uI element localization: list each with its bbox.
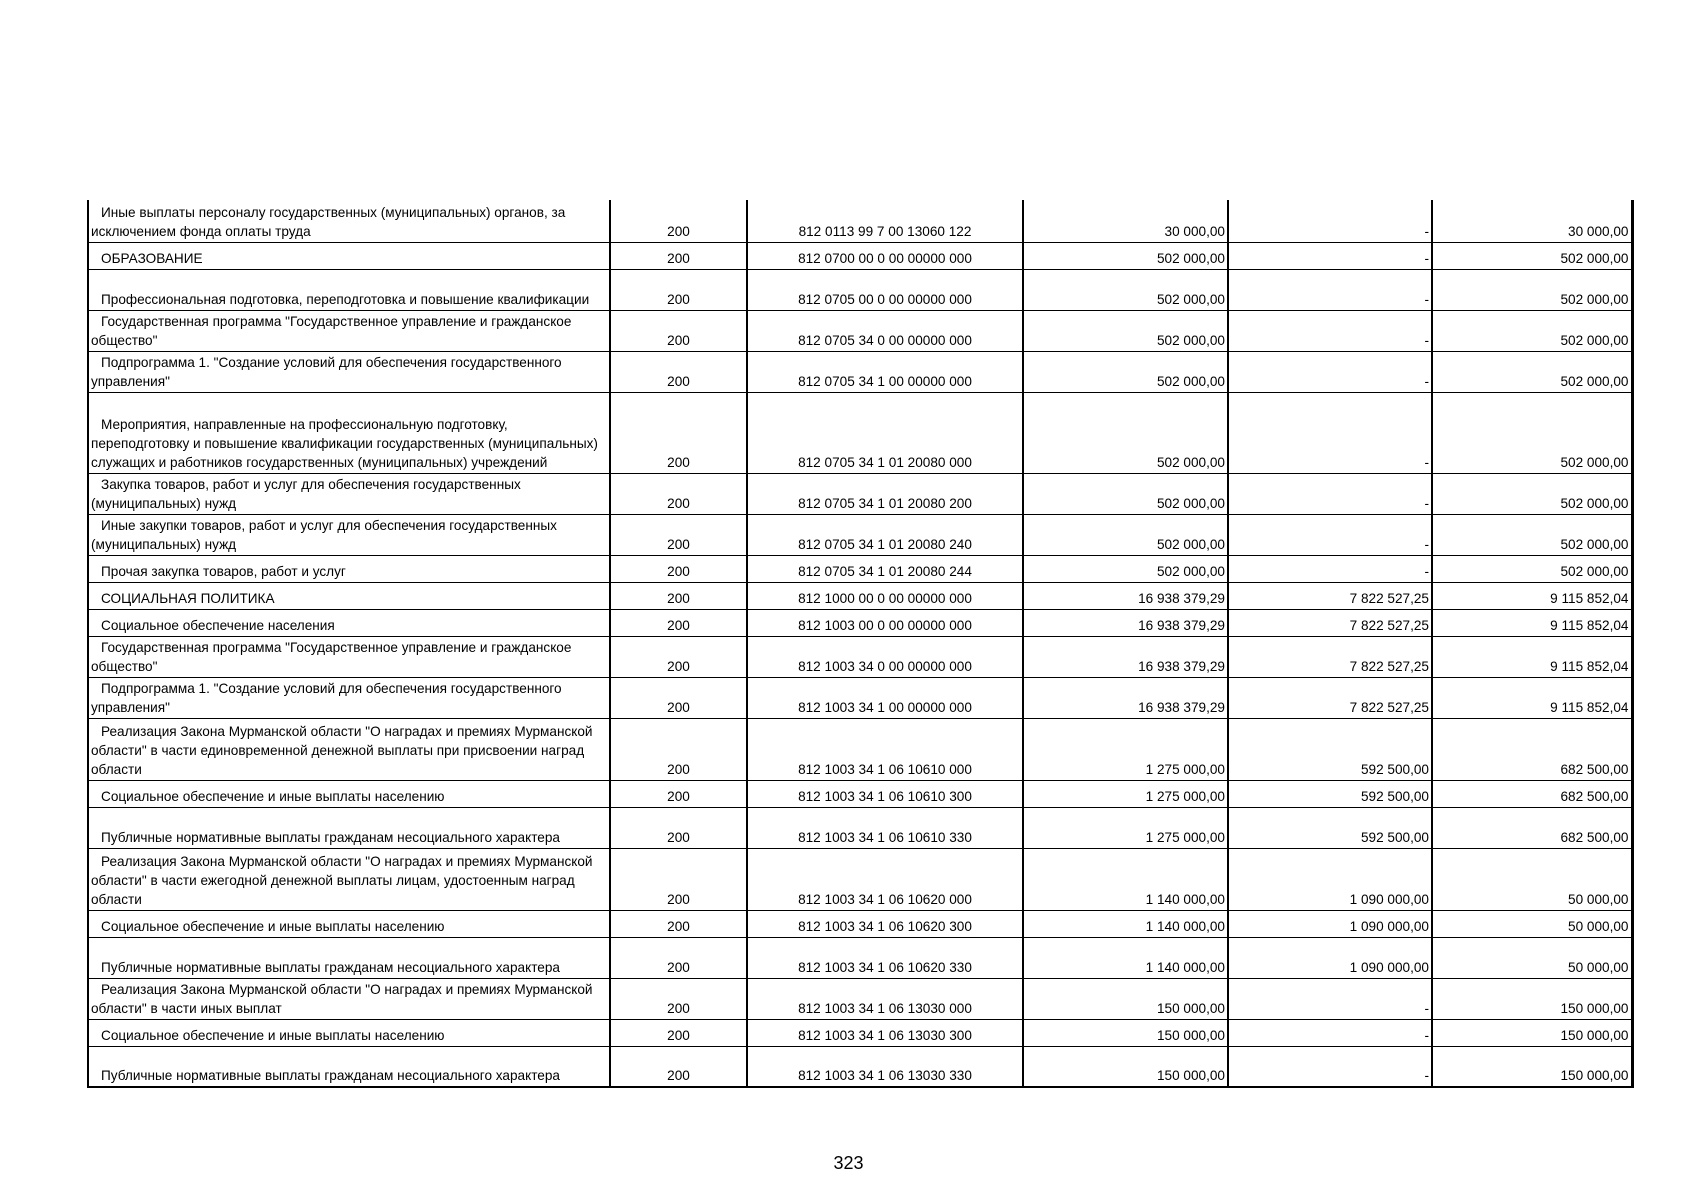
row-approved: 16 938 379,29 [1023,636,1228,677]
row-name [88,636,610,677]
row-kbk: 812 1003 34 1 06 10610 330 [747,807,1023,848]
row-kbk: 812 1003 34 0 00 00000 000 [747,636,1023,677]
row-approved: 150 000,00 [1023,1046,1228,1087]
page-number: 323 [833,1153,864,1173]
budget-table [87,200,1634,1088]
row-remaining: 50 000,00 [1432,937,1632,978]
row-kbk: 812 1000 00 0 00 00000 000 [747,582,1023,609]
table-row [88,473,1632,514]
row-remaining: 682 500,00 [1432,807,1632,848]
row-name [88,910,610,937]
row-name-text: Подпрограмма 1. "Создание условий для обеспечения государственного управления" [91,680,562,715]
row-remaining: 30 000,00 [1432,200,1632,242]
row-executed: 7 822 527,25 [1228,636,1432,677]
row-name [88,582,610,609]
row-approved: 1 275 000,00 [1023,780,1228,807]
row-remaining: 502 000,00 [1432,392,1632,473]
row-code: 200 [610,242,747,269]
row-name-text: Профессиональная подготовка, переподготовка и повышение квалификации [101,291,590,307]
row-remaining: 502 000,00 [1432,514,1632,555]
row-executed: 1 090 000,00 [1228,937,1432,978]
row-remaining: 502 000,00 [1432,242,1632,269]
row-code: 200 [610,937,747,978]
row-kbk: 812 0700 00 0 00 00000 000 [747,242,1023,269]
row-approved: 16 938 379,29 [1023,677,1228,718]
row-executed: 592 500,00 [1228,718,1432,780]
row-name [88,780,610,807]
row-executed: 1 090 000,00 [1228,910,1432,937]
row-name-text: Закупка товаров, работ и услуг для обеспечения государственных (муниципальных) нужд [91,476,521,511]
row-kbk: 812 0705 34 1 00 00000 000 [747,351,1023,392]
row-code: 200 [610,200,747,242]
row-approved: 502 000,00 [1023,269,1228,310]
table-row [88,978,1632,1019]
row-executed: - [1228,978,1432,1019]
row-kbk: 812 1003 34 1 06 10610 000 [747,718,1023,780]
row-name [88,473,610,514]
row-remaining: 502 000,00 [1432,269,1632,310]
row-executed: - [1228,1046,1432,1087]
row-name [88,609,610,636]
row-executed: - [1228,555,1432,582]
row-approved: 502 000,00 [1023,514,1228,555]
row-code: 200 [610,473,747,514]
row-remaining: 9 115 852,04 [1432,609,1632,636]
table-row [88,718,1632,780]
row-executed: - [1228,514,1432,555]
row-name-text: Реализация Закона Мурманской области "О наградах и премиях Мурманской области" в части ежегодной денежной выплаты лицам, удостоенным наград области [91,853,593,907]
row-name [88,1019,610,1046]
row-name [88,392,610,473]
row-remaining: 9 115 852,04 [1432,677,1632,718]
row-name [88,269,610,310]
row-name [88,677,610,718]
row-approved: 16 938 379,29 [1023,582,1228,609]
row-kbk: 812 0705 00 0 00 00000 000 [747,269,1023,310]
row-name-text: Реализация Закона Мурманской области "О наградах и премиях Мурманской области" в части иных выплат [91,981,593,1016]
row-kbk: 812 1003 34 1 06 13030 330 [747,1046,1023,1087]
row-code: 200 [610,269,747,310]
row-approved: 502 000,00 [1023,473,1228,514]
row-code: 200 [610,910,747,937]
table-row [88,351,1632,392]
row-approved: 1 275 000,00 [1023,807,1228,848]
row-name-text: Реализация Закона Мурманской области "О наградах и премиях Мурманской области" в части единовременной денежной выплаты при присвоении наград области [91,723,593,777]
row-kbk: 812 0705 34 1 01 20080 200 [747,473,1023,514]
row-name [88,978,610,1019]
row-code: 200 [610,677,747,718]
table-row [88,937,1632,978]
row-remaining: 502 000,00 [1432,555,1632,582]
row-name [88,937,610,978]
row-approved: 16 938 379,29 [1023,609,1228,636]
table-row [88,780,1632,807]
row-executed: - [1228,242,1432,269]
row-approved: 30 000,00 [1023,200,1228,242]
row-name-text: Публичные нормативные выплаты гражданам несоциального характера [101,1068,560,1083]
row-name-text: ОБРАЗОВАНИЕ [101,250,203,266]
table-row [88,200,1632,242]
row-code: 200 [610,609,747,636]
row-kbk: 812 0705 34 0 00 00000 000 [747,310,1023,351]
row-approved: 502 000,00 [1023,242,1228,269]
table-row [88,514,1632,555]
table-row [88,609,1632,636]
row-name-text: Социальное обеспечение и иные выплаты населению [101,788,445,804]
row-remaining: 50 000,00 [1432,848,1632,910]
row-code: 200 [610,718,747,780]
row-name-text: Государственная программа "Государственное управление и гражданское общество" [91,639,572,674]
row-remaining: 682 500,00 [1432,718,1632,780]
row-remaining: 150 000,00 [1432,978,1632,1019]
row-approved: 1 140 000,00 [1023,848,1228,910]
row-name [88,242,610,269]
table-row [88,392,1632,473]
row-code: 200 [610,351,747,392]
row-name [88,555,610,582]
row-code: 200 [610,392,747,473]
row-approved: 150 000,00 [1023,978,1228,1019]
row-name-text: Социальное обеспечение и иные выплаты населению [101,918,445,934]
row-kbk: 812 1003 34 1 06 13030 300 [747,1019,1023,1046]
table-row [88,1019,1632,1046]
row-name [88,1046,610,1087]
row-code: 200 [610,514,747,555]
row-code: 200 [610,978,747,1019]
table-row [88,677,1632,718]
row-executed: 7 822 527,25 [1228,677,1432,718]
row-name-text: Публичные нормативные выплаты гражданам несоциального характера [101,959,560,975]
row-name [88,200,610,242]
row-code: 200 [610,555,747,582]
row-remaining: 682 500,00 [1432,780,1632,807]
row-code: 200 [610,310,747,351]
row-name-text: Социальное обеспечение и иные выплаты населению [101,1027,445,1043]
row-approved: 1 140 000,00 [1023,910,1228,937]
row-approved: 1 275 000,00 [1023,718,1228,780]
table-row [88,555,1632,582]
row-remaining: 502 000,00 [1432,310,1632,351]
table-row [88,848,1632,910]
row-name [88,718,610,780]
row-kbk: 812 1003 34 1 06 10620 000 [747,848,1023,910]
row-executed: 7 822 527,25 [1228,609,1432,636]
row-remaining: 9 115 852,04 [1432,582,1632,609]
row-kbk: 812 0705 34 1 01 20080 000 [747,392,1023,473]
row-name [88,514,610,555]
row-name-text: Подпрограмма 1. "Создание условий для обеспечения государственного управления" [91,354,562,389]
row-executed: 1 090 000,00 [1228,848,1432,910]
row-kbk: 812 1003 00 0 00 00000 000 [747,609,1023,636]
row-remaining: 50 000,00 [1432,910,1632,937]
row-code: 200 [610,636,747,677]
row-code: 200 [610,1019,747,1046]
row-remaining: 502 000,00 [1432,351,1632,392]
row-executed: - [1228,473,1432,514]
row-name-text: Иные закупки товаров, работ и услуг для обеспечения государственных (муниципальных) нужд [91,517,557,552]
row-remaining: 150 000,00 [1432,1046,1632,1087]
row-approved: 502 000,00 [1023,555,1228,582]
row-approved: 502 000,00 [1023,310,1228,351]
row-remaining: 502 000,00 [1432,473,1632,514]
row-executed: - [1228,1019,1432,1046]
row-name [88,848,610,910]
row-executed: - [1228,392,1432,473]
row-code: 200 [610,582,747,609]
row-remaining: 9 115 852,04 [1432,636,1632,677]
row-executed: 7 822 527,25 [1228,582,1432,609]
row-code: 200 [610,848,747,910]
row-code: 200 [610,807,747,848]
row-name-text: Государственная программа "Государственное управление и гражданское общество" [91,313,572,348]
row-name [88,351,610,392]
row-name [88,310,610,351]
row-approved: 1 140 000,00 [1023,937,1228,978]
row-kbk: 812 1003 34 1 06 10620 330 [747,937,1023,978]
row-kbk: 812 0113 99 7 00 13060 122 [747,200,1023,242]
row-name-text: Иные выплаты персоналу государственных (муниципальных) органов, за исключением фонда оплаты труда [91,204,566,239]
table-row [88,582,1632,609]
row-kbk: 812 1003 34 1 06 13030 000 [747,978,1023,1019]
row-remaining: 150 000,00 [1432,1019,1632,1046]
row-kbk: 812 0705 34 1 01 20080 244 [747,555,1023,582]
row-name-text: Социальное обеспечение населения [101,617,335,633]
table-row [88,807,1632,848]
row-name-text: Публичные нормативные выплаты гражданам несоциального характера [101,829,560,845]
table-body [88,200,1632,1087]
table-row [88,1046,1632,1087]
row-approved: 150 000,00 [1023,1019,1228,1046]
table-row [88,636,1632,677]
row-executed: 592 500,00 [1228,780,1432,807]
row-name-text: СОЦИАЛЬНАЯ ПОЛИТИКА [101,590,275,606]
row-executed: - [1228,351,1432,392]
row-kbk: 812 1003 34 1 06 10620 300 [747,910,1023,937]
row-approved: 502 000,00 [1023,351,1228,392]
row-name-text: Прочая закупка товаров, работ и услуг [101,563,346,579]
table-row [88,310,1632,351]
row-code: 200 [610,1046,747,1087]
row-executed: 592 500,00 [1228,807,1432,848]
row-name-text: Мероприятия, направленные на профессиональную подготовку, переподготовку и повышение квалификации государственных (муниципальных) служащих и работников государственных (муниципальных) учреждений [91,416,598,470]
row-executed: - [1228,269,1432,310]
row-kbk: 812 0705 34 1 01 20080 240 [747,514,1023,555]
row-approved: 502 000,00 [1023,392,1228,473]
row-name [88,807,610,848]
table-row [88,242,1632,269]
table-row [88,910,1632,937]
row-kbk: 812 1003 34 1 00 00000 000 [747,677,1023,718]
table-row [88,269,1632,310]
row-code: 200 [610,780,747,807]
row-kbk: 812 1003 34 1 06 10610 300 [747,780,1023,807]
row-executed: - [1228,200,1432,242]
row-executed: - [1228,310,1432,351]
